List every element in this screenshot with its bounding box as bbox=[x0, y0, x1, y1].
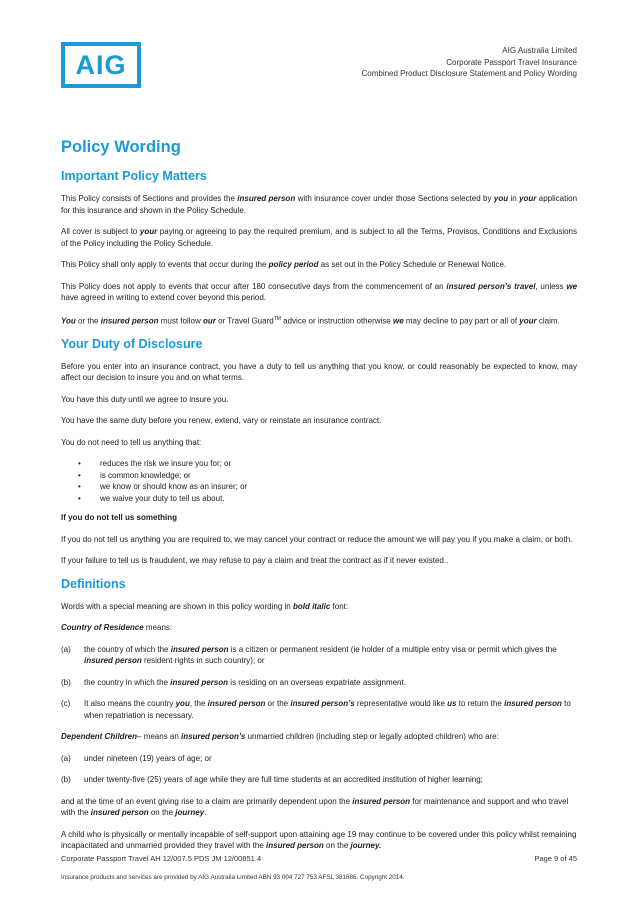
disclosure-paragraph-4: You do not need to tell us anything that: bbox=[61, 437, 202, 447]
disclosure-paragraph-1: Before you enter into an insurance contract, you have a duty to tell us anything that you know, or could reasonably be expected to know, may affect our decision to insure you and on what terms. bbox=[61, 361, 577, 383]
list-item: (a) the country of which the insured person is a citizen or permanent resident (ie holder of a multiple entry visa or permit which gives the insured person resident rights in such country); or bbox=[61, 644, 557, 666]
footer-page-number: Page 9 of 45 bbox=[534, 854, 577, 863]
list-item: • we know or should know as an insurer; or bbox=[61, 481, 577, 493]
definitions-paragraph-after: and at the time of an event giving rise to a claim are primarily dependent upon the insured person for maintenance and support and who travel with the insured person on the journey. bbox=[61, 796, 569, 818]
heading-duty-of-disclosure: Your Duty of Disclosure bbox=[61, 336, 203, 351]
logo-text: AIG bbox=[75, 49, 127, 80]
definitions-paragraph-child: A child who is physically or mentally incapable of self-support upon attaining age 19 may continue to be covered under this policy whilst remaining incapacitated and unmarried provided they travel with the insured person on the journey. bbox=[61, 829, 577, 851]
heading-important-policy-matters: Important Policy Matters bbox=[61, 169, 207, 183]
aig-logo bbox=[61, 42, 141, 88]
list-item: (b) the country in which the insured person is residing on an overseas expatriate assignment. bbox=[61, 677, 406, 687]
page-title: Policy Wording bbox=[61, 138, 181, 156]
page-content bbox=[61, 138, 577, 862]
disclosure-paragraph-5: If you do not tell us anything you are required to, we may cancel your contract or reduce the amount we will pay you if you make a claim, or both. bbox=[61, 534, 573, 544]
disclosure-paragraph-2: You have this duty until we agree to insure you. bbox=[61, 394, 229, 404]
list-item: (a) under nineteen (19) years of age; or bbox=[61, 753, 212, 763]
important-paragraph-5: You or the insured person must follow our or Travel Guard™ advice or instruction otherwise we may decline to pay part or all of your claim. bbox=[61, 315, 560, 326]
definition-country-of-residence: Country of Residence means: bbox=[61, 623, 173, 633]
header-product: Corporate Passport Travel Insurance bbox=[446, 57, 577, 67]
header-doc: Combined Product Disclosure Statement and Policy Wording bbox=[361, 69, 577, 78]
important-paragraph-1: This Policy consists of Sections and provides the insured person with insurance cover under those Sections selected by you in your application for this insurance and shown in the Policy Schedule. bbox=[61, 194, 578, 215]
heading-definitions: Definitions bbox=[61, 576, 126, 591]
disclosure-bullet-list bbox=[61, 458, 577, 504]
disclosure-paragraph-6: If your failure to tell us is fraudulent, we may refuse to pay a claim and treat the contract as if it never existed.. bbox=[61, 556, 449, 566]
list-item: • reduces the risk we insure you for; or bbox=[61, 458, 577, 470]
page-footer bbox=[61, 854, 577, 863]
disclosure-paragraph-3: You have the same duty before you renew, extend, vary or reinstate an insurance contract. bbox=[61, 416, 382, 426]
footer-document-code: Corporate Passport Travel AH 12/007.5 PDS JM 12/00851.4 bbox=[61, 854, 262, 863]
important-paragraph-3: This Policy shall only apply to events that occur during the policy period as set out in the Policy Schedule or Renewal Notice. bbox=[61, 260, 507, 269]
page-header bbox=[361, 45, 577, 80]
definitions-intro: Words with a special meaning are shown in this policy wording in bold italic font: bbox=[61, 601, 349, 611]
important-paragraph-4: This Policy does not apply to events that occur after 180 consecutive days from the commencement of an insured person’s travel, unless we have agreed in writing to extend cover beyond this period. bbox=[61, 281, 578, 302]
list-item: • we waive your duty to tell us about. bbox=[61, 493, 577, 505]
list-item: (b) under twenty-five (25) years of age while they are full time students at an accredited institution of higher learning; bbox=[61, 775, 483, 785]
list-item: • is common knowledge; or bbox=[61, 470, 577, 482]
header-company: AIG Australia Limited bbox=[502, 46, 577, 55]
important-paragraph-2: All cover is subject to your paying or agreeing to pay the required premium, and is subject to all the Terms, Provisos, Conditions and Exclusions of the Policy including the Policy Schedule. bbox=[61, 227, 577, 248]
disclosure-subheading: If you do not tell us something bbox=[61, 513, 177, 523]
list-item: (c) It also means the country you, the insured person or the insured person’s representative would like us to return the insured person to when repatriation is necessary. bbox=[61, 699, 571, 720]
definition-dependent-children: Dependent Children– means an insured person’s unmarried children (including step or legally adopted children) who are: bbox=[61, 732, 499, 742]
footer-legal-notice: Insurance products and services are provided by AIG Australia Limited ABN 93 004 727 753 AFSL 381686. Copyright 2014. bbox=[61, 874, 405, 881]
